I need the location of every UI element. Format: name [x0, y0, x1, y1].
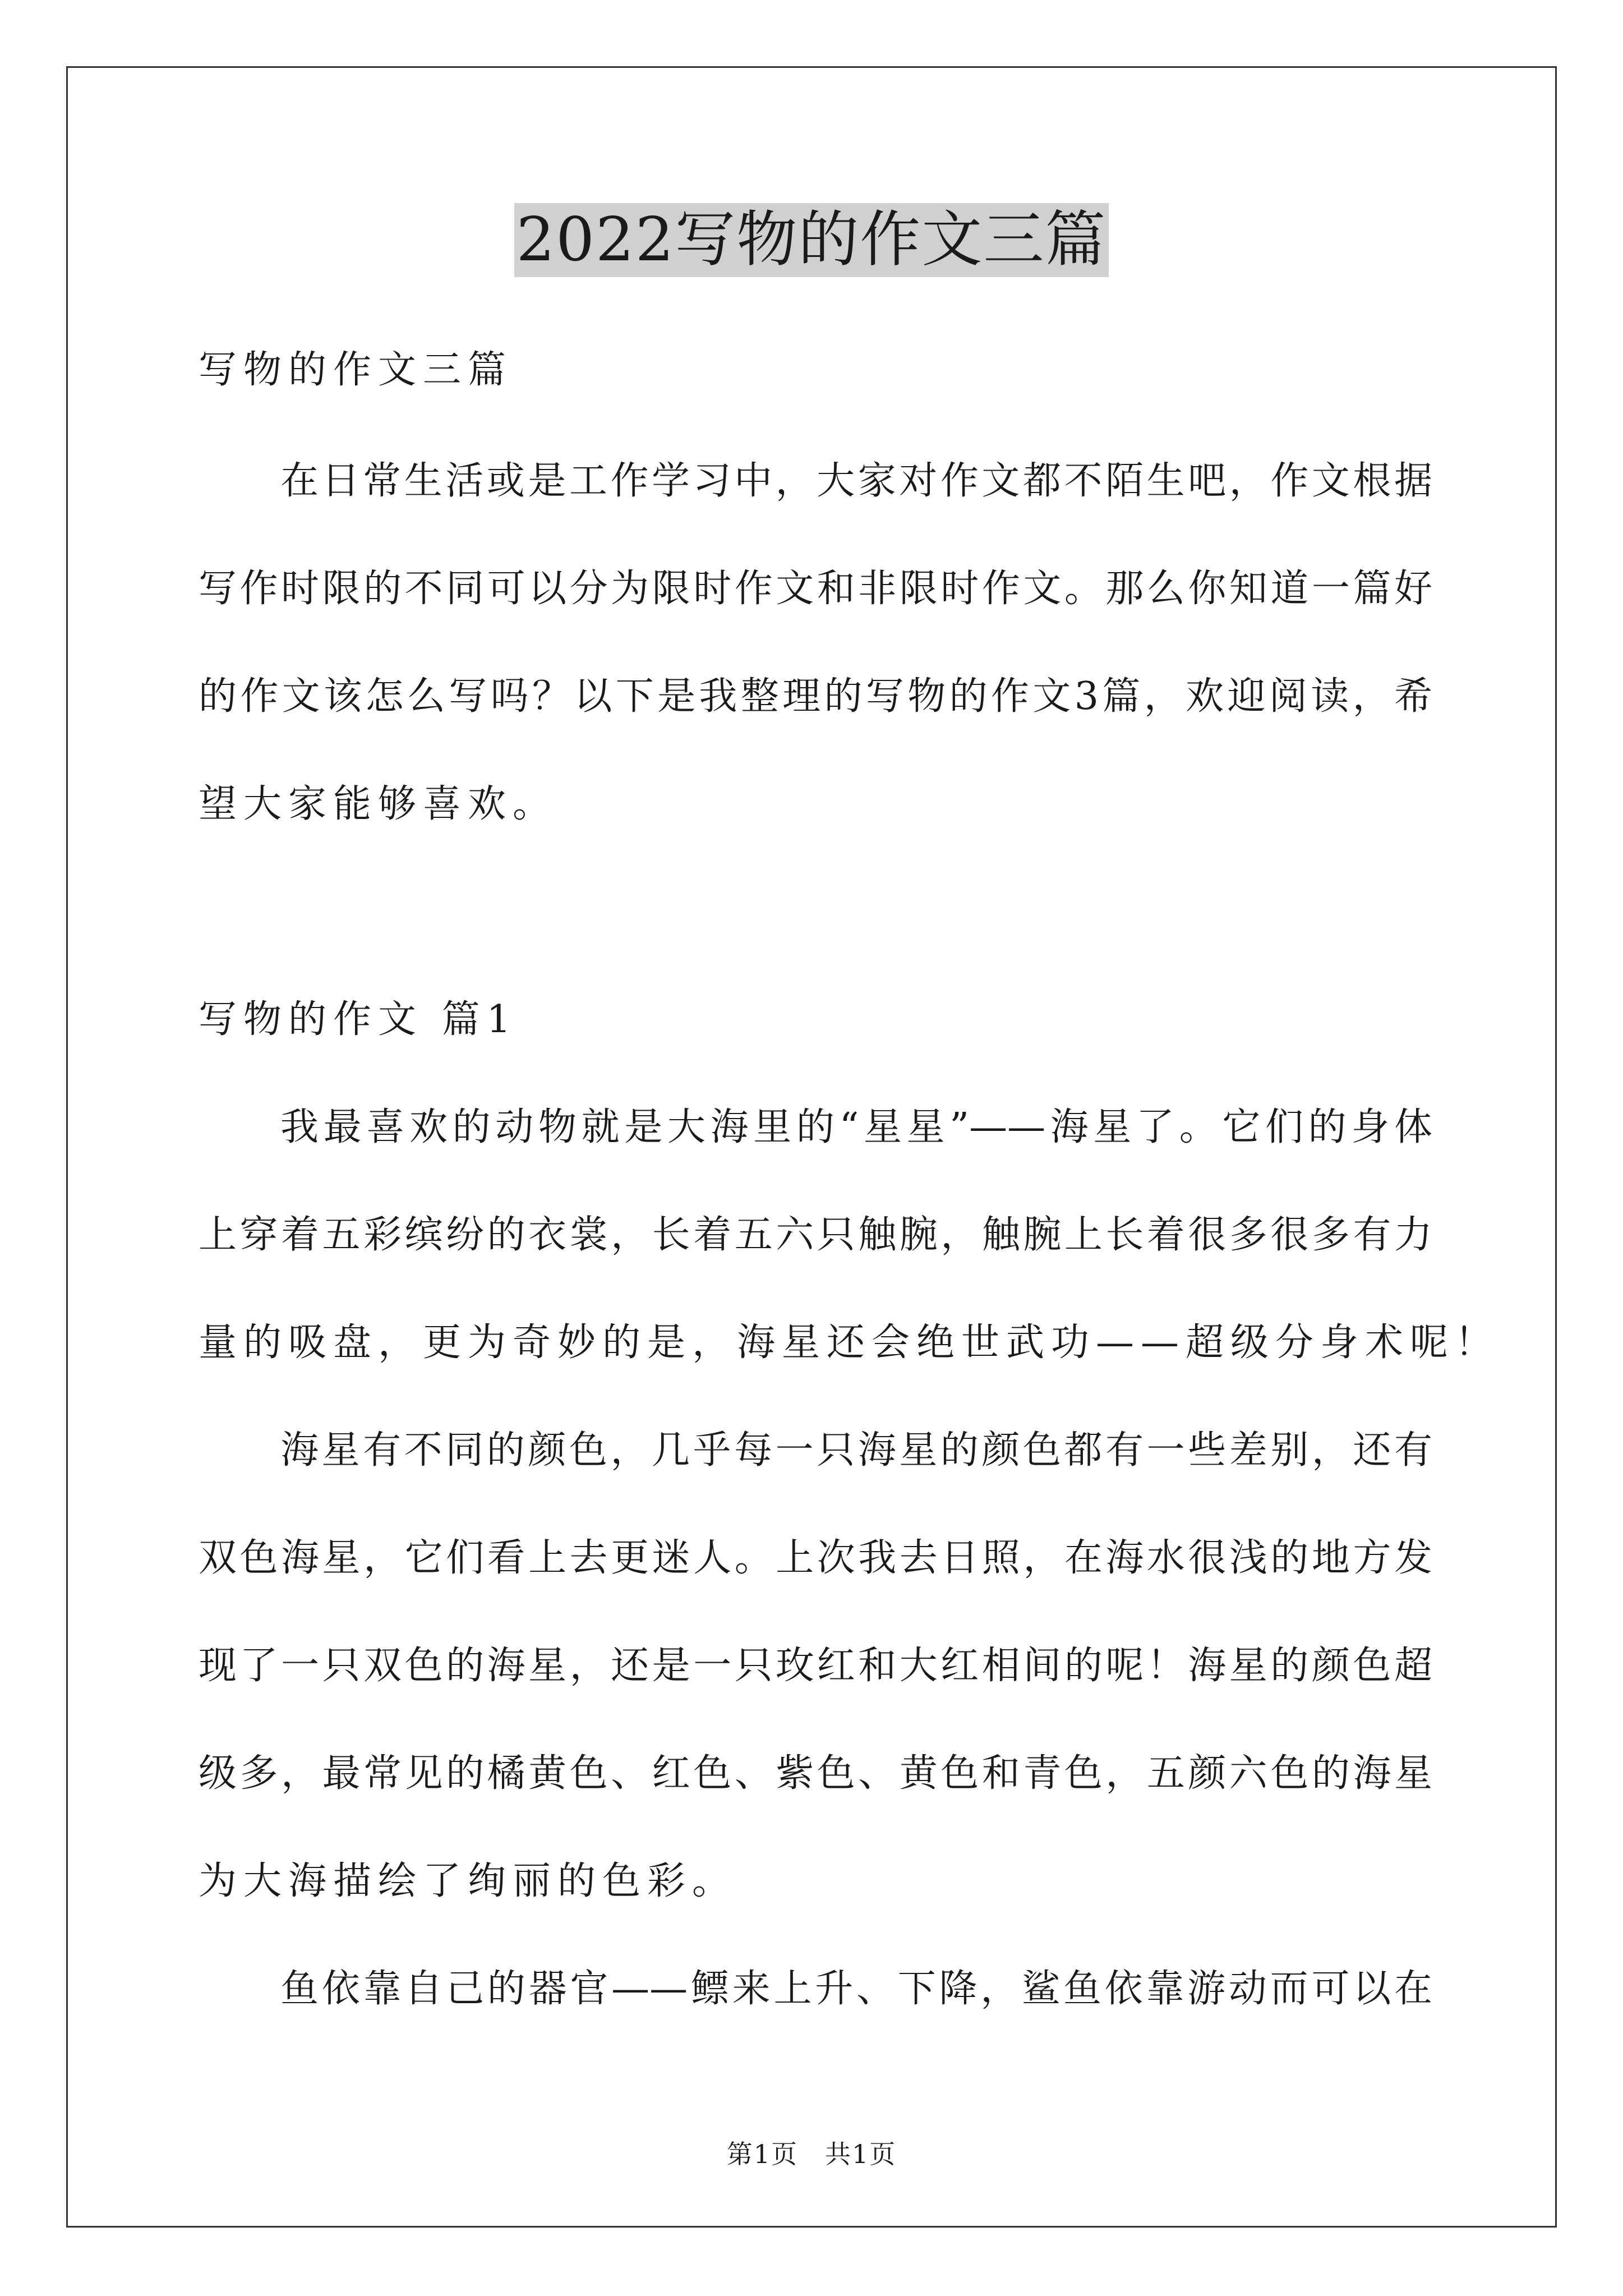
- title-container: [0, 203, 1623, 277]
- paragraph-line: 上穿着五彩缤纷的衣裳，长着五六只触腕，触腕上长着很多很多有力: [199, 1213, 1432, 1257]
- document-title: 2022写物的作文三篇: [514, 203, 1109, 277]
- paragraph-line: 海星有不同的颜色，几乎每一只海星的颜色都有一些差别，还有: [280, 1428, 1432, 1473]
- paragraph-line: 鱼依靠自己的器官——鳔来上升、下降，鲨鱼依靠游动而可以在: [280, 1967, 1432, 2011]
- paragraph-line: 为大海描绘了绚丽的色彩。: [199, 1859, 737, 1903]
- intro-line: 写作时限的不同可以分为限时作文和非限时作文。那么你知道一篇好: [199, 567, 1432, 611]
- paragraph-line: 双色海星，它们看上去更迷人。上次我去日照，在海水很浅的地方发: [199, 1536, 1432, 1580]
- page-footer: 第1页 共1页: [726, 2139, 897, 2169]
- paragraph-line: 级多，最常见的橘黄色、红色、紫色、黄色和青色，五颜六色的海星: [199, 1751, 1432, 1796]
- section-heading: 写物的作文 篇1: [199, 997, 518, 1042]
- intro-line: 的作文该怎么写吗？以下是我整理的写物的作文3篇，欢迎阅读，希: [199, 674, 1432, 719]
- paragraph-line: 量的吸盘，更为奇妙的是，海星还会绝世武功——超级分身术呢！: [199, 1320, 1500, 1365]
- paragraph-line: 现了一只双色的海星，还是一只玫红和大红相间的呢！海星的颜色超: [199, 1644, 1432, 1688]
- paragraph-line: 我最喜欢的动物就是大海里的“星星”——海星了。它们的身体: [280, 1105, 1432, 1149]
- intro-line: 在日常生活或是工作学习中，大家对作文都不陌生吧，作文根据: [280, 459, 1432, 503]
- subtitle: 写物的作文三篇: [199, 348, 513, 392]
- intro-line: 望大家能够喜欢。: [199, 782, 558, 826]
